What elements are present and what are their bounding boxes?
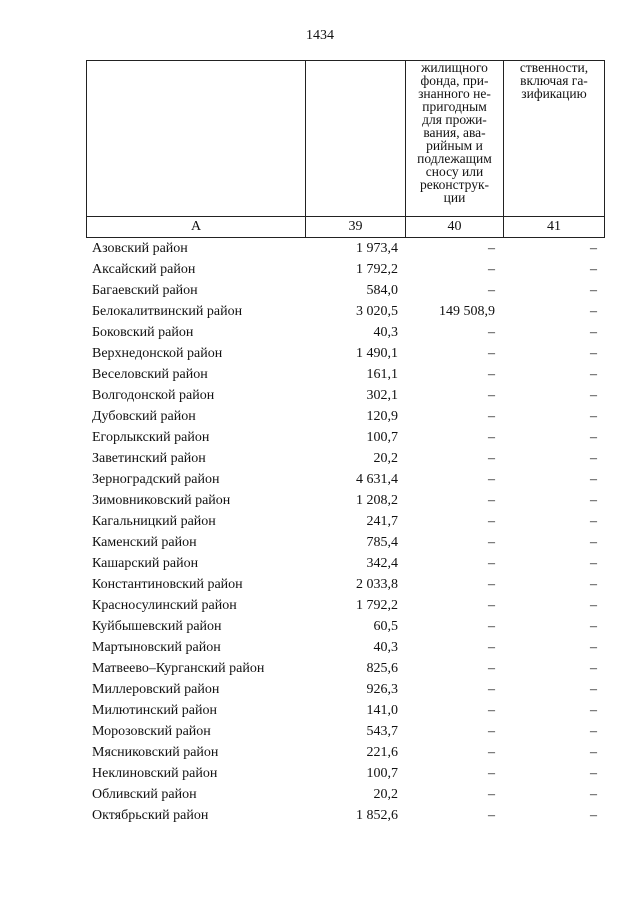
value-col-41: – bbox=[590, 724, 597, 739]
district-name: Морозовский район bbox=[92, 724, 211, 739]
value-col-39: 20,2 bbox=[373, 451, 398, 466]
table-row bbox=[0, 763, 640, 784]
value-col-41: – bbox=[590, 682, 597, 697]
value-col-41: – bbox=[590, 325, 597, 340]
value-col-41: – bbox=[590, 535, 597, 550]
value-col-41: – bbox=[590, 430, 597, 445]
value-col-39: 100,7 bbox=[366, 766, 398, 781]
district-name: Миллеровский район bbox=[92, 682, 220, 697]
table-row bbox=[0, 427, 640, 448]
column-number-cell: А bbox=[87, 217, 306, 238]
value-col-39: 1 490,1 bbox=[356, 346, 398, 361]
column-number-cell: 41 bbox=[504, 217, 605, 238]
value-col-41: – bbox=[590, 766, 597, 781]
value-col-40: – bbox=[488, 472, 495, 487]
district-name: Боковский район bbox=[92, 325, 194, 340]
district-name: Веселовский район bbox=[92, 367, 208, 382]
value-col-40: – bbox=[488, 661, 495, 676]
table-body bbox=[0, 238, 640, 826]
value-col-39: 161,1 bbox=[366, 367, 398, 382]
value-col-40: – bbox=[488, 451, 495, 466]
table-row bbox=[0, 532, 640, 553]
district-name: Матвеево–Курганский район bbox=[92, 661, 265, 676]
table-row bbox=[0, 238, 640, 259]
value-col-41: – bbox=[590, 472, 597, 487]
value-col-39: 4 631,4 bbox=[356, 472, 398, 487]
value-col-40: – bbox=[488, 556, 495, 571]
value-col-40: – bbox=[488, 283, 495, 298]
value-col-39: 241,7 bbox=[366, 514, 398, 529]
table-row bbox=[0, 595, 640, 616]
table-row bbox=[0, 364, 640, 385]
page-number: 1434 bbox=[306, 28, 334, 43]
value-col-40: – bbox=[488, 514, 495, 529]
value-col-39: 1 852,6 bbox=[356, 808, 398, 823]
value-col-39: 342,4 bbox=[366, 556, 398, 571]
table-row bbox=[0, 322, 640, 343]
header-desc-cell bbox=[406, 61, 504, 217]
header-desc-cell bbox=[306, 61, 406, 217]
district-name: Обливский район bbox=[92, 787, 197, 802]
value-col-39: 1 792,2 bbox=[356, 598, 398, 613]
value-col-41: – bbox=[590, 556, 597, 571]
value-col-41: – bbox=[590, 598, 597, 613]
value-col-40: – bbox=[488, 745, 495, 760]
value-col-39: 302,1 bbox=[366, 388, 398, 403]
district-name: Егорлыкский район bbox=[92, 430, 210, 445]
district-name: Зимовниковский район bbox=[92, 493, 231, 508]
table-row bbox=[0, 679, 640, 700]
district-name: Волгодонской район bbox=[92, 388, 215, 403]
table-row bbox=[0, 616, 640, 637]
value-col-40: – bbox=[488, 766, 495, 781]
value-col-41: – bbox=[590, 577, 597, 592]
value-col-40: 149 508,9 bbox=[439, 304, 495, 319]
district-name: Дубовский район bbox=[92, 409, 196, 424]
value-col-40: – bbox=[488, 808, 495, 823]
table-row bbox=[0, 805, 640, 826]
value-col-40: – bbox=[488, 262, 495, 277]
value-col-39: 100,7 bbox=[366, 430, 398, 445]
value-col-39: 120,9 bbox=[366, 409, 398, 424]
value-col-39: 926,3 bbox=[366, 682, 398, 697]
table-row bbox=[0, 658, 640, 679]
district-name: Белокалитвинский район bbox=[92, 304, 243, 319]
table-row bbox=[0, 280, 640, 301]
district-name: Аксайский район bbox=[92, 262, 196, 277]
district-name: Зерноградский район bbox=[92, 472, 220, 487]
value-col-41: – bbox=[590, 745, 597, 760]
value-col-40: – bbox=[488, 619, 495, 634]
value-col-41: – bbox=[590, 787, 597, 802]
district-name: Милютинский район bbox=[92, 703, 218, 718]
value-col-41: – bbox=[590, 304, 597, 319]
value-col-41: – bbox=[590, 703, 597, 718]
value-col-39: 543,7 bbox=[366, 724, 398, 739]
value-col-41: – bbox=[590, 367, 597, 382]
value-col-40: – bbox=[488, 409, 495, 424]
value-col-39: 1 973,4 bbox=[356, 241, 398, 256]
header-desc-text: ственности, включая га- зификацию bbox=[519, 60, 589, 101]
value-col-41: – bbox=[590, 283, 597, 298]
district-name: Красносулинский район bbox=[92, 598, 237, 613]
value-col-39: 20,2 bbox=[373, 787, 398, 802]
value-col-39: 1 208,2 bbox=[356, 493, 398, 508]
value-col-39: 221,6 bbox=[366, 745, 398, 760]
value-col-41: – bbox=[590, 619, 597, 634]
table-row bbox=[0, 700, 640, 721]
value-col-40: – bbox=[488, 325, 495, 340]
district-name: Верхнедонской район bbox=[92, 346, 223, 361]
value-col-40: – bbox=[488, 703, 495, 718]
district-name: Кагальницкий район bbox=[92, 514, 216, 529]
value-col-40: – bbox=[488, 640, 495, 655]
value-col-39: 60,5 bbox=[373, 619, 398, 634]
header-column-number-row bbox=[87, 217, 605, 238]
district-name: Куйбышевский район bbox=[92, 619, 222, 634]
table-row bbox=[0, 553, 640, 574]
value-col-39: 40,3 bbox=[373, 325, 398, 340]
value-col-40: – bbox=[488, 598, 495, 613]
value-col-39: 3 020,5 bbox=[356, 304, 398, 319]
table-row bbox=[0, 301, 640, 322]
table-row bbox=[0, 637, 640, 658]
value-col-41: – bbox=[590, 493, 597, 508]
value-col-39: 2 033,8 bbox=[356, 577, 398, 592]
value-col-40: – bbox=[488, 577, 495, 592]
header-desc-cell bbox=[504, 61, 605, 217]
value-col-41: – bbox=[590, 262, 597, 277]
table-row bbox=[0, 511, 640, 532]
value-col-39: 40,3 bbox=[373, 640, 398, 655]
table-row bbox=[0, 574, 640, 595]
value-col-40: – bbox=[488, 430, 495, 445]
value-col-41: – bbox=[590, 661, 597, 676]
table-row bbox=[0, 406, 640, 427]
value-col-41: – bbox=[590, 388, 597, 403]
table-row bbox=[0, 721, 640, 742]
column-number-cell: 40 bbox=[406, 217, 504, 238]
district-name: Кашарский район bbox=[92, 556, 199, 571]
district-name: Азовский район bbox=[92, 241, 188, 256]
value-col-40: – bbox=[488, 682, 495, 697]
value-col-40: – bbox=[488, 346, 495, 361]
district-name: Багаевский район bbox=[92, 283, 198, 298]
table-row bbox=[0, 343, 640, 364]
table-row bbox=[0, 385, 640, 406]
value-col-40: – bbox=[488, 724, 495, 739]
value-col-40: – bbox=[488, 241, 495, 256]
district-name: Мясниковский район bbox=[92, 745, 219, 760]
table-row bbox=[0, 469, 640, 490]
district-name: Октябрьский район bbox=[92, 808, 209, 823]
value-col-40: – bbox=[488, 787, 495, 802]
table-row bbox=[0, 490, 640, 511]
header-desc-cell bbox=[87, 61, 306, 217]
district-name: Неклиновский район bbox=[92, 766, 218, 781]
value-col-39: 584,0 bbox=[366, 283, 398, 298]
value-col-41: – bbox=[590, 514, 597, 529]
value-col-41: – bbox=[590, 808, 597, 823]
value-col-39: 785,4 bbox=[366, 535, 398, 550]
district-name: Заветинский район bbox=[92, 451, 206, 466]
value-col-40: – bbox=[488, 493, 495, 508]
table-row bbox=[0, 742, 640, 763]
column-number-cell: 39 bbox=[306, 217, 406, 238]
value-col-39: 141,0 bbox=[366, 703, 398, 718]
district-name: Мартыновский район bbox=[92, 640, 221, 655]
table-row bbox=[0, 784, 640, 805]
header-desc-text: жилищного фонда, при- знанного не- пригодным для прожи- вания, ава- рийным и подлежащим сносу или реконструк- ции bbox=[417, 60, 492, 205]
value-col-40: – bbox=[488, 367, 495, 382]
value-col-41: – bbox=[590, 451, 597, 466]
value-col-40: – bbox=[488, 535, 495, 550]
value-col-41: – bbox=[590, 409, 597, 424]
table-row bbox=[0, 259, 640, 280]
table-row bbox=[0, 448, 640, 469]
value-col-41: – bbox=[590, 346, 597, 361]
district-name: Константиновский район bbox=[92, 577, 243, 592]
district-name: Каменский район bbox=[92, 535, 197, 550]
value-col-41: – bbox=[590, 241, 597, 256]
value-col-39: 825,6 bbox=[366, 661, 398, 676]
value-col-41: – bbox=[590, 640, 597, 655]
header-description-row bbox=[87, 61, 605, 217]
value-col-40: – bbox=[488, 388, 495, 403]
table-header bbox=[86, 60, 605, 238]
value-col-39: 1 792,2 bbox=[356, 262, 398, 277]
